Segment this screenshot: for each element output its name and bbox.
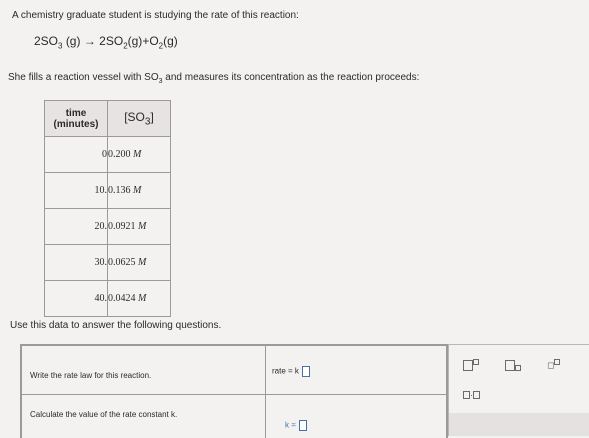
instruction-subscript: 3 <box>158 78 163 85</box>
answer-rate-law-label: rate = k <box>272 366 299 376</box>
question-rate-law: Write the rate law for this reaction. <box>30 371 152 380</box>
answer-rate-constant-label: k = <box>285 420 296 430</box>
table-row <box>45 245 171 281</box>
time-cell: 40. <box>45 281 108 317</box>
conc-unit: M <box>133 149 142 160</box>
header-conc-species: [SO <box>124 109 145 124</box>
table-header-row <box>45 101 171 137</box>
product-1-subscript: 2 <box>123 41 128 51</box>
header-concentration <box>108 101 171 137</box>
rate-law-input[interactable] <box>302 366 310 377</box>
subscript-icon[interactable] <box>505 359 521 371</box>
conc-cell <box>108 137 171 173</box>
instruction-part-2: and measures its concentration as the reaction proceeds: <box>162 72 420 83</box>
question-rate-constant: Calculate the value of the rate constant k. <box>30 410 178 419</box>
table-row <box>45 281 171 317</box>
conc-value: 0.0625 <box>108 257 136 268</box>
instruction-text <box>8 72 419 85</box>
conc-value: 0.200 <box>108 149 131 160</box>
divider-vertical <box>265 346 266 438</box>
product-2-subscript: 2 <box>158 41 164 51</box>
header-time-unit: (minutes) <box>53 118 99 130</box>
superscript-icon[interactable] <box>463 359 479 371</box>
time-cell: 20. <box>45 209 108 245</box>
math-toolbar <box>448 344 589 436</box>
conc-unit: M <box>138 221 147 232</box>
header-time-label: time <box>65 107 87 119</box>
toolbar-footer <box>449 413 589 436</box>
answer-rate-constant <box>285 420 307 431</box>
conc-unit: M <box>133 185 142 196</box>
conc-unit: M <box>138 257 147 268</box>
time-cell: 10. <box>45 173 108 209</box>
conc-cell <box>108 245 171 281</box>
conc-cell <box>108 209 171 245</box>
conc-value: 0.136 <box>108 185 131 196</box>
power-icon[interactable]: ◻ <box>547 359 560 371</box>
time-cell: 0 <box>45 137 108 173</box>
reactant-state: (g) <box>65 34 81 48</box>
reactant: 2SO <box>34 34 59 48</box>
table-row <box>45 173 171 209</box>
reaction-arrow: → <box>83 34 96 48</box>
header-conc-bracket: ] <box>150 109 154 124</box>
conc-unit: M <box>138 293 147 304</box>
conc-value: 0.0921 <box>108 221 136 232</box>
time-cell: 30. <box>45 245 108 281</box>
conc-value: 0.0424 <box>108 293 136 304</box>
table-row <box>45 137 171 173</box>
table-row <box>45 209 171 245</box>
answer-rate-law <box>272 366 310 377</box>
reactant-subscript: 3 <box>58 41 63 51</box>
product-2: O <box>149 34 159 48</box>
divider-horizontal <box>22 394 446 395</box>
instruction-part-1: She fills a reaction vessel with SO <box>8 72 159 83</box>
product-1: 2SO <box>99 34 124 48</box>
question-box <box>20 344 448 438</box>
plus-sign: + <box>142 34 150 48</box>
use-data-text: Use this data to answer the following questions. <box>10 320 222 331</box>
multiply-symbol: · <box>470 390 473 400</box>
intro-text: A chemistry graduate student is studying the rate of this reaction: <box>12 10 299 21</box>
header-time <box>45 101 108 137</box>
concentration-table <box>44 100 171 317</box>
product-2-state: (g) <box>163 34 178 48</box>
conc-cell <box>108 173 171 209</box>
reaction-equation <box>34 34 178 50</box>
header-conc-subscript: 3 <box>144 116 151 128</box>
multiply-dot-icon[interactable] <box>463 389 480 401</box>
rate-constant-input[interactable] <box>299 420 307 431</box>
product-1-state: (g) <box>127 34 143 48</box>
conc-cell <box>108 281 171 317</box>
